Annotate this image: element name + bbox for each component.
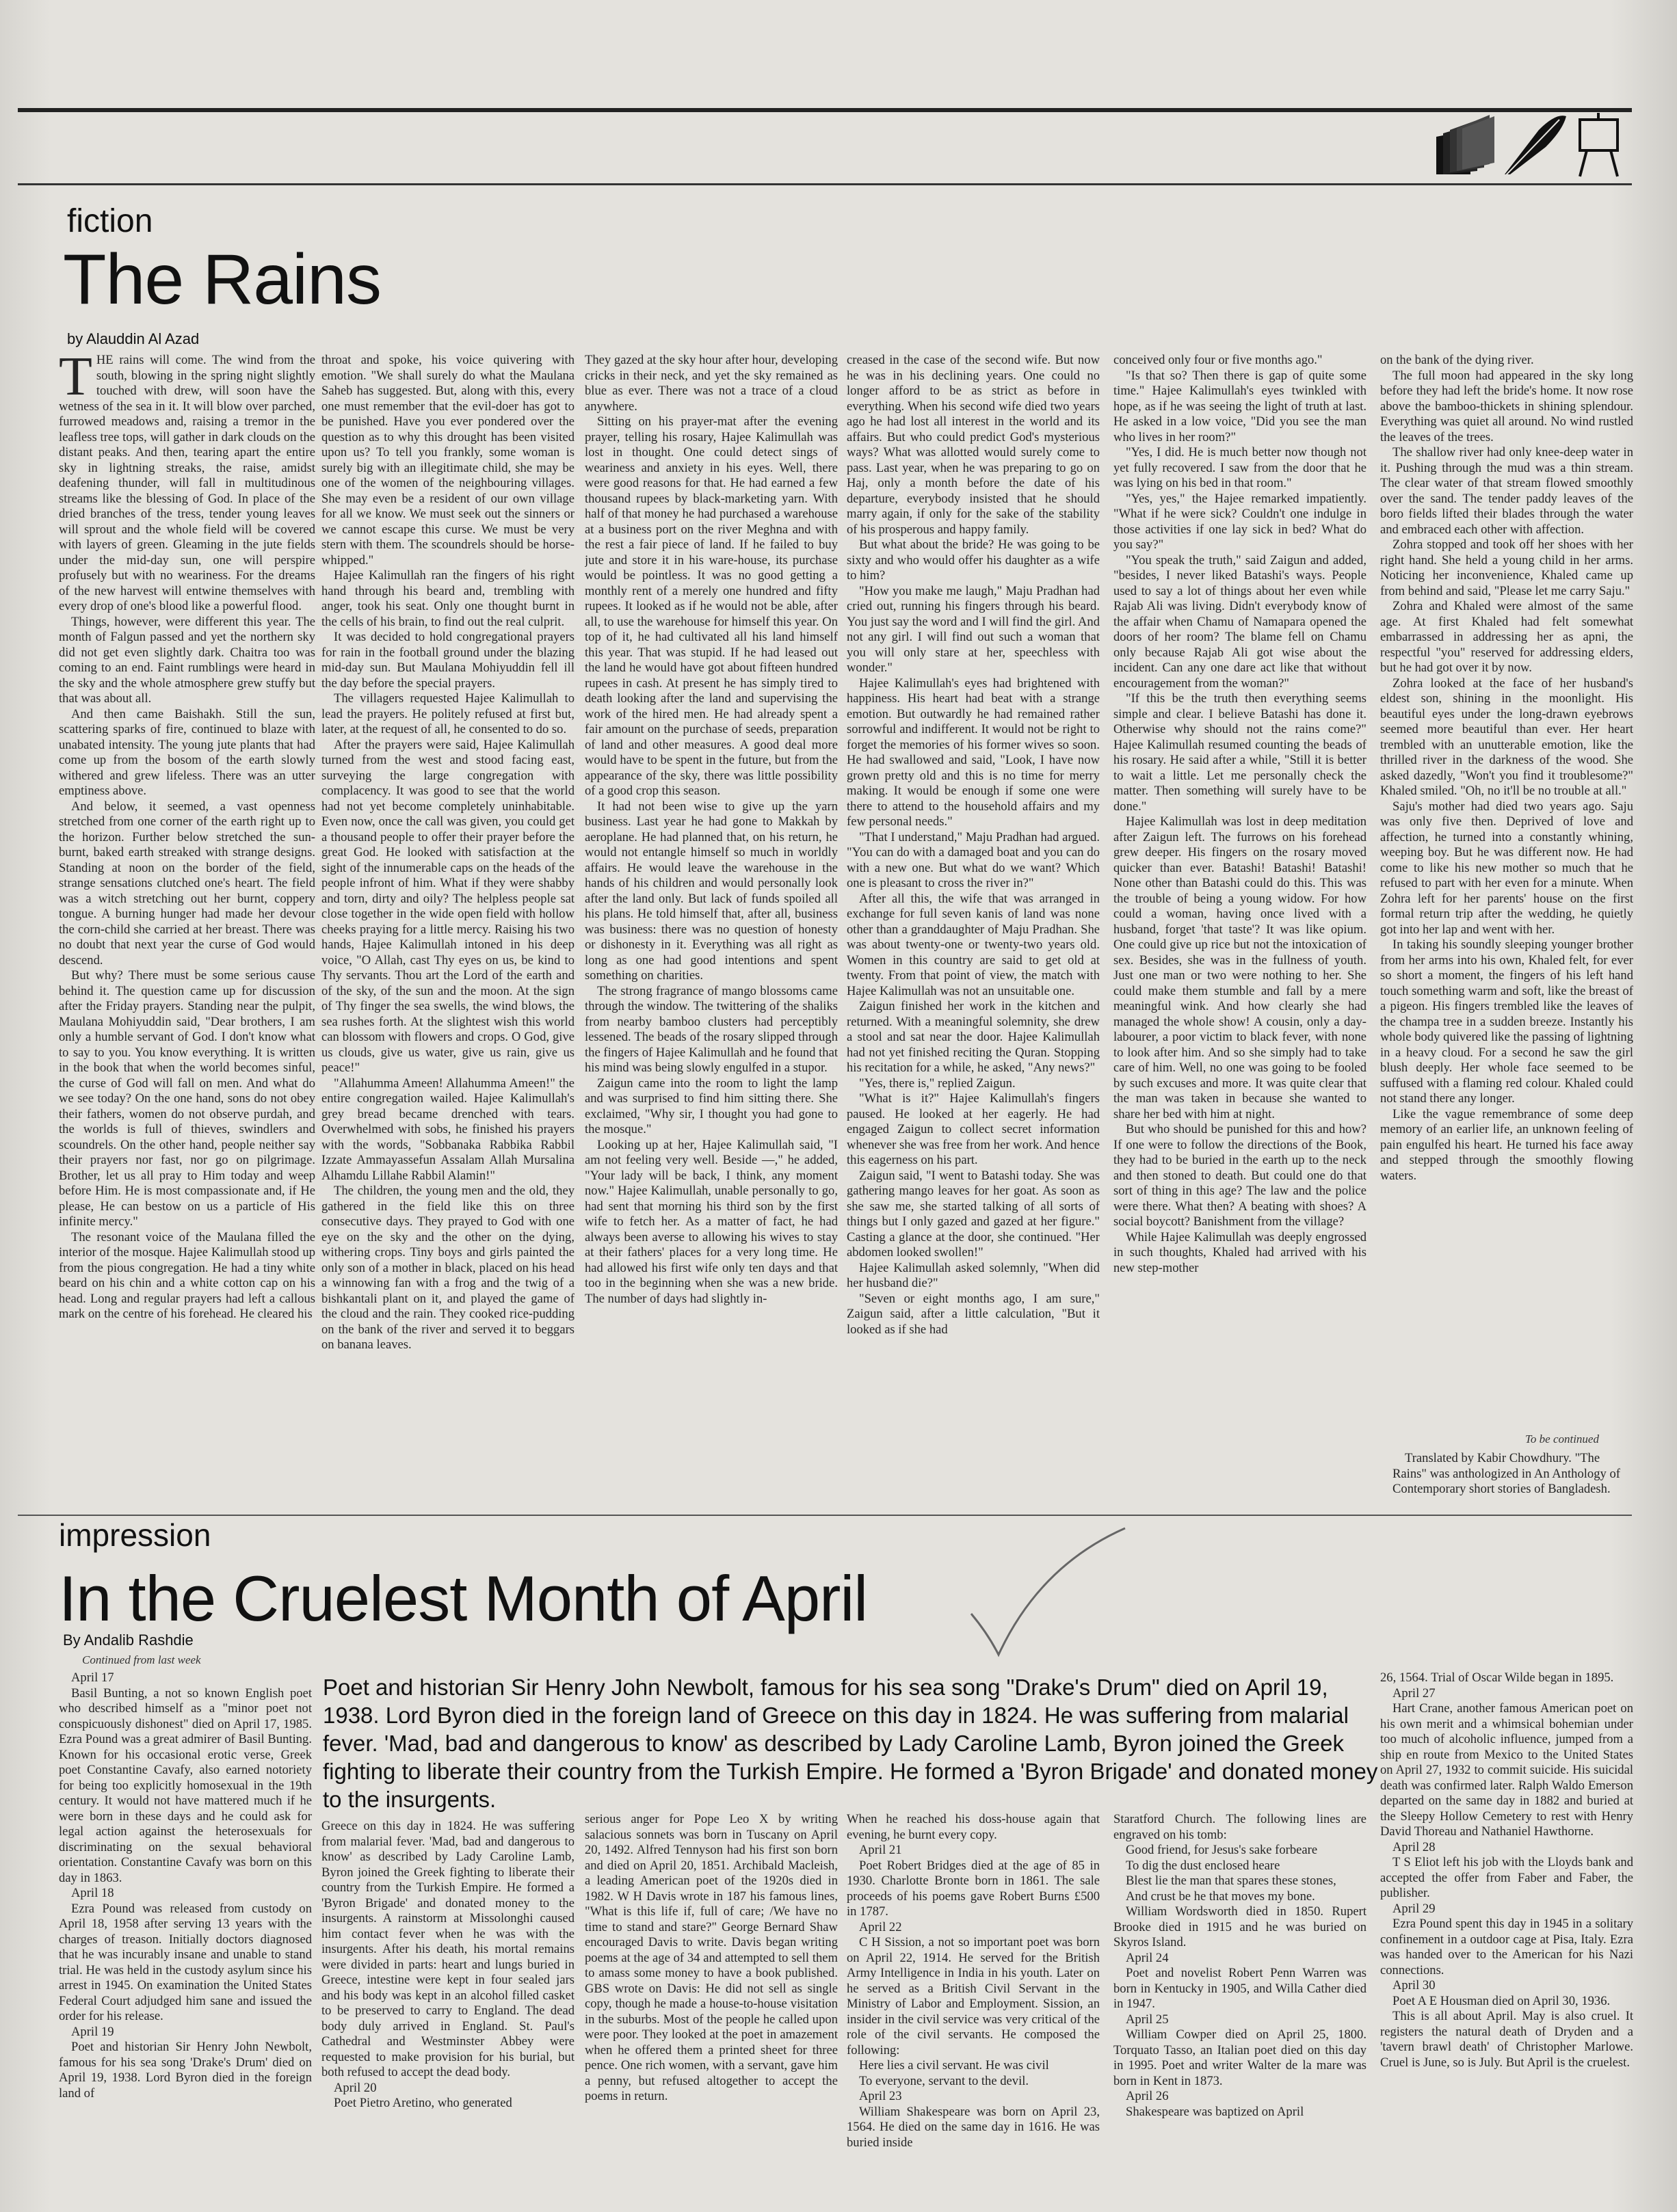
paragraph: But who should be punished for this and how? If one were to follow the directions of the Book, they had to be buried in the earth up to the neck and then stoned to death. But could one do that sort of thing in this age? The law and the police were there. What then? A beating with shoes? A social boycott? Banishment from the village?	[1113, 1122, 1366, 1229]
paragraph: Hajee Kalimullah ran the fingers of his right hand through his beard and, trembling with anger, took his seat. Only one thought burnt in the cells of his brain, to find out the real culprit.	[321, 568, 575, 629]
paragraph: In taking his soundly sleeping younger brother from her arms into his own, Khaled felt, for ever so short a moment, the fingers of his left hand touch something warm and soft, like the breast of a pigeon. His fingers trembled like the leaves of the champa tree in a sudden breeze. Instantly his whole body quivered like the passing of lightning in a heavy cloud. For a second he saw the girl blush deeply. Her whole face seemed to be suffused with a flaming red colour. Khaled could not stand there any longer.	[1380, 937, 1633, 1106]
date-heading: April 30	[1392, 1978, 1436, 1993]
date-heading: April 26	[1126, 2089, 1169, 2103]
date-heading: April 23	[859, 2089, 902, 2103]
paragraph: Zohra looked at the face of her husband's eldest son, shining in the moonlight. His beautiful eyes under the long-drawn eyebrows seemed more beautiful than ever. Her heart trembled with an unutterable emotion, like the thrilled river in the darkness of the wood. She asked dazedly, "Won't you find it troublesome?" Khaled smiled. "Oh, no it'll be no trouble at all."	[1380, 676, 1633, 798]
to-be-continued: To be continued	[1525, 1433, 1599, 1445]
paragraph: Sitting on his prayer-mat after the evening prayer, telling his rosary, Hajee Kalimullah was lost in thought. One could detect sings of weariness and anxiety in his eyes. Well, there were good reasons for that. He had earned a few thousand rupees by black-marketing yarn. With half of that money he had purchased a warehouse at a business port on the river Meghna and with the rest a fair piece of land. If he failed to buy jute and store it in his ware-house, its purchase would be pointless. It was no good getting a monthly rent of a merely one hundred and fifty rupees. It looked as if he would not be able, after all, to use the warehouse for himself this year. On top of it, he had cultivated all his land himself this year. That was stupid. If he had leased out the land he would have got about fifteen hundred rupees in cash. At present he has simply tired to death looking after the land and supervising the work of the hired men. He had already spent a fair amount on the purchase of seeds, preparation of land and other measures. A good deal more would have to be spent in the future, but from the appearance of the sky, there was little possibility of a good crop this season.	[585, 414, 838, 798]
paragraph: The full moon had appeared in the sky long before they had left the bride's home. It now rose above the bamboo-thickets in shining splendour. Everything was quiet all around. No wind rustled the leaves of the trees.	[1380, 368, 1633, 444]
paragraph: Hajee Kalimullah's eyes had brightened with happiness. His heart had beat with a strange emotion. But outwardly he had remained rather sorrowful and indifferent. It would not be right to forget the memories of his former wives so soon. He had swallowed and said, "Look, I have now grown pretty old and this is no time for merry making. It would be enough if some one were there to attend to the household affairs and my few personal needs."	[847, 676, 1100, 829]
paragraph: Zaigun came into the room to light the lamp and was surprised to find him sitting there. She exclaimed, "Why sir, I thought you had gone to the mosque."	[585, 1076, 838, 1136]
paragraph: Hajee Kalimullah was lost in deep meditation after Zaigun left. The furrows on his forehead grew deeper. His fingers on the rosary moved quicker than ever. Batashi! Batashi! Batashi! None other than Batashi could do this. This was the trouble of being a young widow. For how could a woman, having once lived with a husband, forget 'that taste'? It was like opium. One could give up rice but not the intoxication of sex. Besides, she was in the fullness of youth. Just one man or two were nothing to her. She could make them stumble and fall by a mere meaningful wink. And how clearly she had managed the whole show! A cousin, only a day-labourer, a poor victim to black fever, with none to look after him. And so she simply had to take care of him. Well, no one was going to be fooled by such excuses and more. It was quite clear that the man was taken in because she wanted to share her bed with him at night.	[1113, 814, 1366, 1121]
paragraph: "Yes, there is," replied Zaigun.	[859, 1076, 1016, 1091]
article-title-rains: The Rains	[63, 240, 381, 319]
paragraph: When he reached his doss-house again that evening, he burnt every copy.	[847, 1812, 1100, 1842]
date-heading: April 19	[71, 2024, 114, 2039]
paragraph: conceived only four or five months ago."	[1113, 353, 1323, 367]
drop-cap: T	[59, 353, 92, 407]
paragraph: Staratford Church. The following lines are engraved on his tomb:	[1113, 1812, 1366, 1842]
verse-line: Blest lie the man that spares these stones,	[1126, 1874, 1336, 1888]
section-divider	[18, 1515, 1632, 1516]
date-heading: April 29	[1392, 1901, 1436, 1916]
paragraph: They gazed at the sky hour after hour, developing cricks in their neck, and yet the sky remained as blue as ever. There was not a trace of a cloud anywhere.	[585, 353, 838, 414]
date-heading: April 27	[1392, 1685, 1436, 1701]
paragraph: Things, however, were different this year. The month of Falgun passed and yet the northern sky did not get even slightly dark. Chaitra too was coming to an end. Faint rumblings were heard in the sky and the whole atmosphere grew stuffy but that was about all.	[59, 614, 315, 706]
april-column-2	[321, 1819, 575, 2191]
article-byline-april: By Andalib Rashdie	[63, 1631, 194, 1649]
paragraph: Basil Bunting, a not so known English poet who described himself as a "minor poet not conspicuously dishonest" died on April 17, 1985. Ezra Pound was a great admirer of Basil Bunting. Known for his occasional erotic verse, Greek poet Constantine Cavafy, also earned notoriety for being too explicitly homosexual in the 19th century. It would not have mattered much if he were born in these days and he could ask for legal action against the heterosexuals for discriminating on the sexual behavioral orientation. Constantine Cavafy was born on this day in 1863.	[59, 1685, 312, 1885]
paragraph: The shallow river had only knee-deep water in it. Pushing through the mud was a thin stream. The clear water of that stream flowed smoothly over the sand. The tender paddy leaves of the boro fields lifted their blades through the water and embraced each other with affection.	[1380, 445, 1633, 537]
paragraph: "You speak the truth," said Zaigun and added, "besides, I never liked Batashi's ways. People used to say a lot of things about her even while Rajab Ali was living. Didn't everybody know of the affair when Chamu of Namapara opened the doors of her room? The blame fell on Chamu only because Rajab Ali got wise about the incident. Can any one dare act like that without encouragement from the woman?"	[1113, 552, 1366, 691]
april-column-3	[585, 1812, 838, 2191]
paragraph: "That I understand," Maju Pradhan had argued. "You can do with a damaged boat and you can do with a new one. But what do we want? Which one is pleasant to cross the river in?"	[847, 829, 1100, 890]
top-rule	[18, 108, 1632, 112]
paragraph: William Shakespeare was born on April 23, 1564. He died on the same day in 1616. He was buried inside	[847, 2104, 1100, 2150]
header-rule	[18, 183, 1632, 185]
april-column-4	[847, 1812, 1100, 2191]
section-label-impression: impression	[59, 1517, 211, 1553]
date-heading: April 22	[859, 1919, 902, 1934]
paragraph: Hajee Kalimullah asked solemnly, "When did her husband die?"	[847, 1260, 1100, 1290]
translation-note: Translated by Kabir Chowdhury. "The Rains" was anthologized in An Anthology of Contemporary short stories of Bangladesh.	[1392, 1451, 1620, 1496]
paragraph: The resonant voice of the Maulana filled the interior of the mosque. Hajee Kalimullah stood up from the pious congregation. He had a tiny white beard on his chin and a white cotton cap on his head. Long and regular prayers had left a callous mark on the centre of his forehead. He cleared his	[59, 1229, 315, 1321]
paragraph: C H Sission, a not so important poet was born on April 22, 1914. He served for the British Army Intelligence in India in his youth. Later on he served as a British Civil Servant in the Ministry of Labor and Employment. Sission, an insider in the civil service was very critical of the role of the civil servants. He composed the following:	[847, 1935, 1100, 2057]
paragraph: "How you make me laugh," Maju Pradhan had cried out, running his fingers through his beard. You just say the word and I will find the girl. And not any girl. I will find out such a woman that you will only stare at her, speechless with wonder."	[847, 583, 1100, 675]
paragraph: Ezra Pound was released from custody on April 18, 1958 after serving 13 years with the charges of treason. Initially doctors diagnosed that he was incurably insane and unable to stand trial. He was held in the custody asylum since his arrest in 1945. On examination the United States Federal Court adjudged him sane and issued the order for his release.	[59, 1901, 312, 2023]
paragraph: It was decided to hold congregational prayers for rain in the football ground under the blazing mid-day sun. But Maulana Mohiyuddin fell ill the day before the special prayers.	[321, 630, 575, 691]
check-mark-scribble	[958, 1525, 1128, 1662]
paragraph: HE rains will come. The wind from the south, blowing in the spring night slightly touched with drew, will soon have the wetness of the sea in it. It will blow over parched, furrowed meadows and, raising a tremor in the leafless tree tops, will gather in dark clouds on the distant peaks. And then, tearing apart the entire sky in lightning streaks, the raise, amidst deafening thunder, will fall in multitudinous streams like the blessing of God. In place of the dried branches of the tress, tender young leaves will sprout and the whole field will be covered with layers of green. Gleaming in the jute fields under the mid-day sun, one will perspire profusely but with no weariness. For the dreams of the new harvest will entwine themselves with every drop of one's blood like a powerful flood.	[59, 353, 315, 613]
date-heading: April 17	[71, 1670, 114, 1685]
rains-column-6	[1380, 353, 1633, 1430]
easel-icon	[1580, 113, 1617, 176]
paragraph: Ezra Pound spent this day in 1945 in a solitary confinement in a outdoor cage at Pisa, Italy. Ezra was handed over to the American for his Nazi connections.	[1380, 1917, 1633, 1977]
rains-column-1	[59, 353, 315, 1556]
paragraph: "Yes, yes," the Hajee remarked impatiently. "What if he were sick? Couldn't one indulge in those activities if one lay sick in bed? What do you say?"	[1113, 491, 1366, 552]
paragraph: Zaigun said, "I went to Batashi today. She was gathering mango leaves for her goat. As soon as she saw me, she started talking of all sorts of things but I only gazed and gazed at her figure." Casting a glance at the door, she continued. "Her abdomen looked swollen!"	[847, 1168, 1100, 1260]
quill-pen-icon	[1505, 116, 1566, 175]
paragraph: Saju's mother had died two years ago. Saju was only five then. Deprived of love and affection, he turned into a constantly whining, weeping boy. But he was different now. He had come to like his new mother so much that he refused to part with her even for a minute. When Zohra left for her parents' house on the first formal return trip after the wedding, he quietly got into her lap and went with her.	[1380, 799, 1633, 937]
rains-column-2	[321, 353, 575, 1508]
date-heading: April 18	[71, 1886, 114, 1900]
paragraph: creased in the case of the second wife. But now he was in his declining years. One could no longer afford to be as strict as before in everything. When his second wife died two years ago he had lost all interest in the world and its affairs. But who could predict God's mysterious ways? What was allotted would surely come to pass. Last year, when he was preparing to go on Haj, only a month before the date of his departure, everybody insisted that he should marry again, if only for the sake of the stability of his prosperous and happy family.	[847, 353, 1100, 537]
article-byline-rains: by Alauddin Al Azad	[67, 330, 200, 347]
verse-line: And crust be he that moves my bone.	[1126, 1889, 1315, 1904]
date-heading: April 20	[334, 2080, 377, 2095]
paragraph: This is all about April. May is also cruel. It registers the natural death of Dryden and a 'tavern brawl death' of Christopher Marlowe. Cruel is June, so is July. But April is the cruelest.	[1380, 2009, 1633, 2070]
section-icons	[1429, 109, 1628, 178]
rains-column-4	[847, 353, 1100, 1508]
paragraph: Poet Robert Bridges died at the age of 85 in 1930. Charlotte Bronte born in 1861. The sale proceeds of his poems gave Robert Burns £500 in 1787.	[847, 1858, 1100, 1919]
article-deck: Poet and historian Sir Henry John Newbolt, famous for his sea song "Drake's Drum" died on April 19, 1938. Lord Byron died in the foreign land of Greece on this day in 1824. He was suffering from malarial fever. 'Mad, bad and dangerous to know' as described by Lady Caroline Lamb, Byron joined the Greek fighting to liberate their country from the Turkish Empire. He formed a 'Byron Brigade' and donated money to the insurgents.	[323, 1675, 1378, 1812]
april-column-6	[1380, 1670, 1633, 2191]
book-icon	[1436, 115, 1494, 174]
verse-line: To dig the dust enclosed heare	[1126, 1858, 1280, 1873]
paragraph: 26, 1564. Trial of Oscar Wilde began in 1895.	[1380, 1670, 1614, 1685]
paragraph: "Allahumma Ameen! Allahumma Ameen!" the entire congregation wailed. Hajee Kalimullah's grey bread became drenched with tears. Overwhelmed with sobs, he finished his prayers with the words, "Sobbanaka Rabbika Rabbil Izzate Ammayassefun Assalam Allah Mursalina Alhamdu Lillahe Rabbil Alamin!"	[321, 1076, 575, 1183]
paragraph: throat and spoke, his voice quivering with emotion. "We shall surely do what the Maulana Saheb has suggested. But, along with this, every one must remember that the evil-doer has got to be punished. Have you ever pondered over the question as to why this drought has been visited upon us? To tell you frankly, some woman is surely big with an illegitimate child, she may be one of the women of the neighbouring villages. She may even be a resident of our own village for all we know. We must seek out the sinners or we cannot escape this curse. We must be very stern with them. The scoundrels should be horse-whipped."	[321, 353, 575, 568]
april-column-1	[59, 1670, 312, 2190]
paragraph: William Cowper died on April 25, 1800. Torquato Tasso, an Italian poet died on this day in 1995. Poet and writer Walter de la mare was born in Kent in 1873.	[1113, 2027, 1366, 2088]
date-heading: April 28	[1392, 1839, 1436, 1854]
paragraph: Poet Pietro Aretino, who generated	[334, 2096, 512, 2110]
paragraph: To everyone, servant to the devil.	[859, 2073, 1029, 2088]
date-heading: April 21	[859, 1843, 902, 1857]
date-heading: April 25	[1126, 2012, 1169, 2027]
paragraph: "What is it?" Hajee Kalimullah's fingers paused. He looked at her eagerly. He had engaged Zaigun to collect secret information whenever she was free from her work. And hence this eagerness on his part.	[847, 1091, 1100, 1167]
paragraph: After all this, the wife that was arranged in exchange for full seven kanis of land was none other than a granddaughter of Maju Pradhan. She was about twenty-one or twenty-two years old. Women in this country are said to get old at twenty. From that point of view, the match with Hajee Kalimullah was not an unsuitable one.	[847, 891, 1100, 998]
continued-note: Continued from last week	[82, 1653, 201, 1666]
paragraph: Poet and novelist Robert Penn Warren was born in Kentucky in 1905, and Willa Cather died in 1947.	[1113, 1966, 1366, 2011]
paragraph: "Seven or eight months ago, I am sure," Zaigun said, after a little calculation, "But it looked as if she had	[847, 1291, 1100, 1337]
paragraph: Poet A E Housman died on April 30, 1936.	[1392, 1993, 1611, 2008]
paragraph: "Yes, I did. He is much better now though not yet fully recovered. I saw from the door that he was lying on his bed in that room."	[1113, 445, 1366, 490]
paragraph: Shakespeare was baptized on April	[1126, 2104, 1304, 2119]
paragraph: Like the vague remembrance of some deep memory of an earlier life, an unknown feeling of pain engulfed his heart. He turned his face away and stepped through the smoothly flowing waters.	[1380, 1106, 1633, 1183]
april-column-5	[1113, 1812, 1366, 2191]
paragraph: Looking up at her, Hajee Kalimullah said, "I am not feeling very well. Beside —," he added, "Your lady will be back, I think, any moment now." Hajee Kalimullah, unable personally to go, had sent that morning his third son by the first wife to fetch her. As a matter of fact, he had always been averse to allowing his wives to stay at their fathers' places for a very long time. He had allowed his first wife only ten days and that too in the beginning when she was a new bride. The number of days had slightly in-	[585, 1137, 838, 1306]
paragraph: Here lies a civil servant. He was civil	[859, 2058, 1049, 2073]
paragraph: It had not been wise to give up the yarn business. Last year he had gone to Makkah by aeroplane. He had planned that, on his return, he would not entangle himself so much in worldly affairs. He would leave the warehouse in the hands of his children and would personally look after the land only. But lack of funds spoiled all his plans. He told himself that, after all, business was business: there was no question of honesty or dishonesty in it. Everything was all right as long as one had good intentions and spent something on charities.	[585, 799, 838, 983]
paragraph: The villagers requested Hajee Kalimullah to lead the prayers. He politely refused at first but, later, at the request of all, he consented to do so.	[321, 691, 575, 736]
paragraph: But what about the bride? He was going to be sixty and who would offer his daughter as a wife to him?	[847, 537, 1100, 583]
paragraph: Zaigun finished her work in the kitchen and returned. With a meaningful solemnity, she drew a stool and sat near the door. Hajee Kalimullah had not yet finished reciting the Quran. Stopping his recitation for a while, he asked, "Any news?"	[847, 999, 1100, 1075]
date-heading: April 24	[1126, 1950, 1169, 1965]
paragraph: And then came Baishakh. Still the sun, scattering sparks of fire, continued to blaze with unabated intensity. The young jute plants that had come up from the bosom of the earth slowly withered and grew lifeless. There was an utter emptiness above.	[59, 706, 315, 798]
rains-column-3	[585, 353, 838, 1508]
paragraph: Zohra stopped and took off her shoes with her right hand. She held a young child in her arms. Noticing her inconvenience, Khaled came up from behind and said, "Please let me carry Saju."	[1380, 537, 1633, 598]
rains-column-5	[1113, 353, 1366, 1508]
paragraph: But why? There must be some serious cause behind it. The question came up for discussion after the Friday prayers. Standing near the pulpit, Maulana Mohiyuddin said, "Dear brothers, I am only a humble servant of God. I don't know what to say to you. You know everything. It is written in the book that when the world becomes sinful, the curse of God will fall on men. And what do we see today? On the one hand, sons do not obey their fathers, women do not observe purdah, and the worlds is full of thieves, swindlers and scoundrels. On the other hand, people neither say their prayers nor fast, nor go on pilgrimage. Brother, let us all pray to Him today and weep before Him. He is most compassionate and, if He please, He can bestow on us a particle of His infinite mercy."	[59, 968, 315, 1229]
article-title-april: In the Cruelest Month of April	[59, 1562, 868, 1634]
paragraph: Hart Crane, another famous American poet on his own merit and a whimsical bohemian under too much of alcoholic influence, jumped from a ship en route from Mexico to the United States on April 27, 1932 to commit suicide. His suicidal death was confirmed later. Ralph Waldo Emerson departed on the same day in 1882 and buried at the Sleepy Hollow Cemetery to rest with Henry David Thoreau and Nathaniel Hawthorne.	[1380, 1701, 1633, 1839]
paragraph: Greece on this day in 1824. He was suffering from malarial fever. 'Mad, bad and dangerous to know' as described by Lady Caroline Lamb, Byron joined the Greek fighting to liberate their country from the Turkish Empire. He formed a 'Byron Brigade' and donated money to the insurgents. A rainstorm at Missolonghi caused him contact fever when he was with the insurgents. After his death, his mortal remains were divided in parts: heart and lungs buried in Greece, intestine were kept in four sealed jars and his body was kept in an alcohol filled casket to be preserved to carry to England. The dead body duly arrived in England. St. Paul's Cathedral and Westminster Abbey were requested to make provision for his burial, but both refused to accept the dead body.	[321, 1819, 575, 2079]
paragraph: And below, it seemed, a vast openness stretched from one corner of the earth right up to the horizon. Further below stretched the sun-burnt, baked earth streaked with strange designs. Standing at noon on the border of the field, strange sensations clutched one's heart. The field was a witch stretching out her burnt, coppery tongue. A burning hunger had made her devour the corn-child she carried at her breast. There was no doubt that next year the curse of God would descend.	[59, 799, 315, 968]
paragraph: The strong fragrance of mango blossoms came through the window. The twittering of the shaliks from nearby bamboo clusters had perceptibly lessened. The beads of the rosary slipped through the fingers of Hajee Kalimullah and he found that his mind was being slowly engulfed in a stupor.	[585, 983, 838, 1075]
section-label-fiction: fiction	[67, 203, 153, 239]
paragraph: serious anger for Pope Leo X by writing salacious sonnets was born in Tuscany on April 20, 1492. Alfred Tennyson had his first son born and died on April 20, 1851. Archibald Macleish, a leading American poet of the 1920s died in 1982. W H Davis wrote in 187 his famous lines, "What is this life if, full of care; /We have no time to stand and stare?" George Bernard Shaw encouraged Davis to write. Davis began writing poems at the age of 34 and attempted to sell them to amass some money to have a book published. GBS wrote on Davis: He did not sell as single copy, though he made a house-to-house visitation in the suburbs. Most of the people he called upon were poor. They looked at the poet in amazement when he offered them a printed sheet for three pence. One rich women, with a servant, gave him a penny, but refused altogether to accept the poems in return.	[585, 1812, 838, 2103]
paragraph: "If this be the truth then everything seems simple and clear. I believe Batashi has done it. Otherwise why should not the rains come?" Hajee Kalimullah resumed counting the beads of his rosary. He said after a while, "Still it is better to wait a little. Let me personally check the matter. Then something will surely have to be done."	[1113, 691, 1366, 814]
paragraph: Poet and historian Sir Henry John Newbolt, famous for his sea song 'Drake's Drum' died on April 19, 1938. Lord Byron died in the foreign land of	[59, 2040, 312, 2101]
paragraph: After the prayers were said, Hajee Kalimullah turned from the west and stood facing east, surveying the large congregation with complacency. It was good to see that the world had not yet become completely uninhabitable. Even now, once the call was given, you could get a thousand people to offer their prayer before the great God. He looked with satisfaction at the sight of the innumerable caps on the heads of the people infront of him. What if they were shabby and torn, dirty and oily? The helpless people sat close together in the wide open field with hollow cheeks praying for a little mercy. Raising his two hands, Hajee Kalimullah intoned in his deep voice, "O Allah, cast Thy eyes on us, be kind to Thy servants. Thou art the Lord of the earth and of the sky, of the sun and the moon. At the sign of Thy finger the sea swells, the wind blows, the sea rushes forth. At the slightest wish this world can blossom with flowers and crops. O God, give us clouds, give us water, give us rain, give us peace!"	[321, 737, 575, 1075]
paragraph: While Hajee Kalimullah was deeply engrossed in such thoughts, Khaled had arrived with his new step-mother	[1113, 1229, 1366, 1275]
paragraph: "Is that so? Then there is gap of quite some time." Hajee Kalimullah's eyes twinkled with hope, as if he was seeing the light of truth at last. He asked in a low voice, "Did you see the man who lives in her room?"	[1113, 368, 1366, 444]
paragraph: T S Eliot left his job with the Lloyds bank and accepted the offer from Faber and Faber, the publisher.	[1380, 1855, 1633, 1900]
paragraph: on the bank of the dying river.	[1380, 353, 1534, 367]
paragraph: Zohra and Khaled were almost of the same age. At first Khaled had felt somewhat embarrassed in addressing her as apni, the respectful "you" reserved for addressing elders, but he had got over it by now.	[1380, 599, 1633, 675]
verse-line: Good friend, for Jesus's sake forbeare	[1126, 1843, 1318, 1857]
paragraph: The children, the young men and the old, they gathered in the field like this on three consecutive days. They prayed to God with one eye on the sky and the other on the dying, withering crops. Tiny boys and girls painted the only son of a mother in black, placed on his head a winnowing fan with a frog and the twig of a bishkantali plant on it, and played the game of the cloud and the rain. They cooked rice-pudding on the bank of the river and served it to beggars on banana leaves.	[321, 1184, 575, 1352]
paragraph: William Wordsworth died in 1850. Rupert Brooke died in 1915 and he was buried on Skyros Island.	[1113, 1904, 1366, 1949]
